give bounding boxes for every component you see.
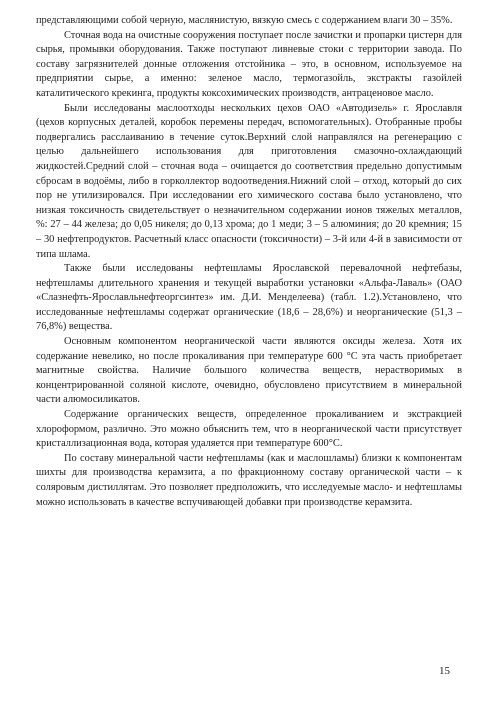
paragraph-6: Содержание органических веществ, определенное прокаливанием и экстракцией хлороформом, различно. Это можно объяснить тем, что в неорганической части присутствует кристаллизационная вода, которая удаляется при температуре 600°С. <box>36 409 462 450</box>
body-text <box>36 14 462 510</box>
paragraph-5: Основным компонентом неорганической части являются оксиды железа. Хотя их содержание невелико, но после прокаливания при температуре 600 °С эта часть приобретает магнитные свойства. Наличие большого количества веществ, нерастворимых в концентрированной соляной кислоте, очевидно, обусловлено присутствием в минеральной части алюмосиликатов. <box>36 336 462 406</box>
page-number: 15 <box>439 665 450 677</box>
paragraph-4: Также были исследованы нефтешламы Ярославской перевалочной нефтебазы, нефтешламы длительного хранения и текущей выработки установки «Альфа-Лаваль» (ОАО «Слазнефть-Ярославльнефтеоргсинтез» им. Д.И. Менделеева) (табл. 1.2).Установлено, что исследованные нефтешламы содержат органические (18,6 – 28,6%) и неорганические (51,3 – 76,8%) вещества. <box>36 263 462 333</box>
paragraph-1: представляющими собой черную, маслянистую, вязкую смесь с содержанием влаги 30 – 35%. <box>36 15 453 26</box>
paragraph-2: Сточная вода на очистные сооружения поступает после зачистки и пропарки цистерн для сырья, промывки оборудования. Также поступают ливневые стоки с территории завода. По составу загрязнителей донные отложения отстойника – это, в основном, используемое на предприятии сырье, а именно: зеленое масло, термогазойль, экстракты газойлей каталитического крекинга, продукты коксохимических производств, антраценовое масло. <box>36 29 462 99</box>
paragraph-7: По составу минеральной части нефтешламы (как и маслошламы) близки к компонентам шихты для производства керамзита, а по фракционному составу органической части – к соляровым дистиллятам. Это позволяет предположить, что исследуемые масло- и нефтешламы можно использовать в качестве вспучивающей добавки при производстве керамзита. <box>36 452 462 508</box>
paragraph-3: Были исследованы маслоотходы нескольких цехов ОАО «Автодизель» г. Ярославля (цехов корпусных деталей, коробок перемены передач, вспомогательных). Отобранные пробы подвергались расслаиванию в течение суток.Верхний слой направлялся на регенерацию с целью дальнейшего использования для приготовления смазочно-охлаждающий жидкостей.Средний слой – сточная вода – очищается до соответствия предельно допустимым сбросам в водоёмы, либо в горколлектор водоотведения.Нижний слой – отход, который до сих пор не утилизировался. При исследовании его химического состава было установлено, что низкая токсичность свидетельствует о незначительном содержании ионов тяжелых металлов, %: 27 – 44 железа; до 0,05 никеля; до 0,13 хрома; до 1 меди; 3 – 5 алюминия; до 20 кремния; 15 – 30 нефтепродуктов. Расчетный класс опасности (токсичности) – 3-й или 4-й в зависимости от типа шлама. <box>36 102 462 260</box>
